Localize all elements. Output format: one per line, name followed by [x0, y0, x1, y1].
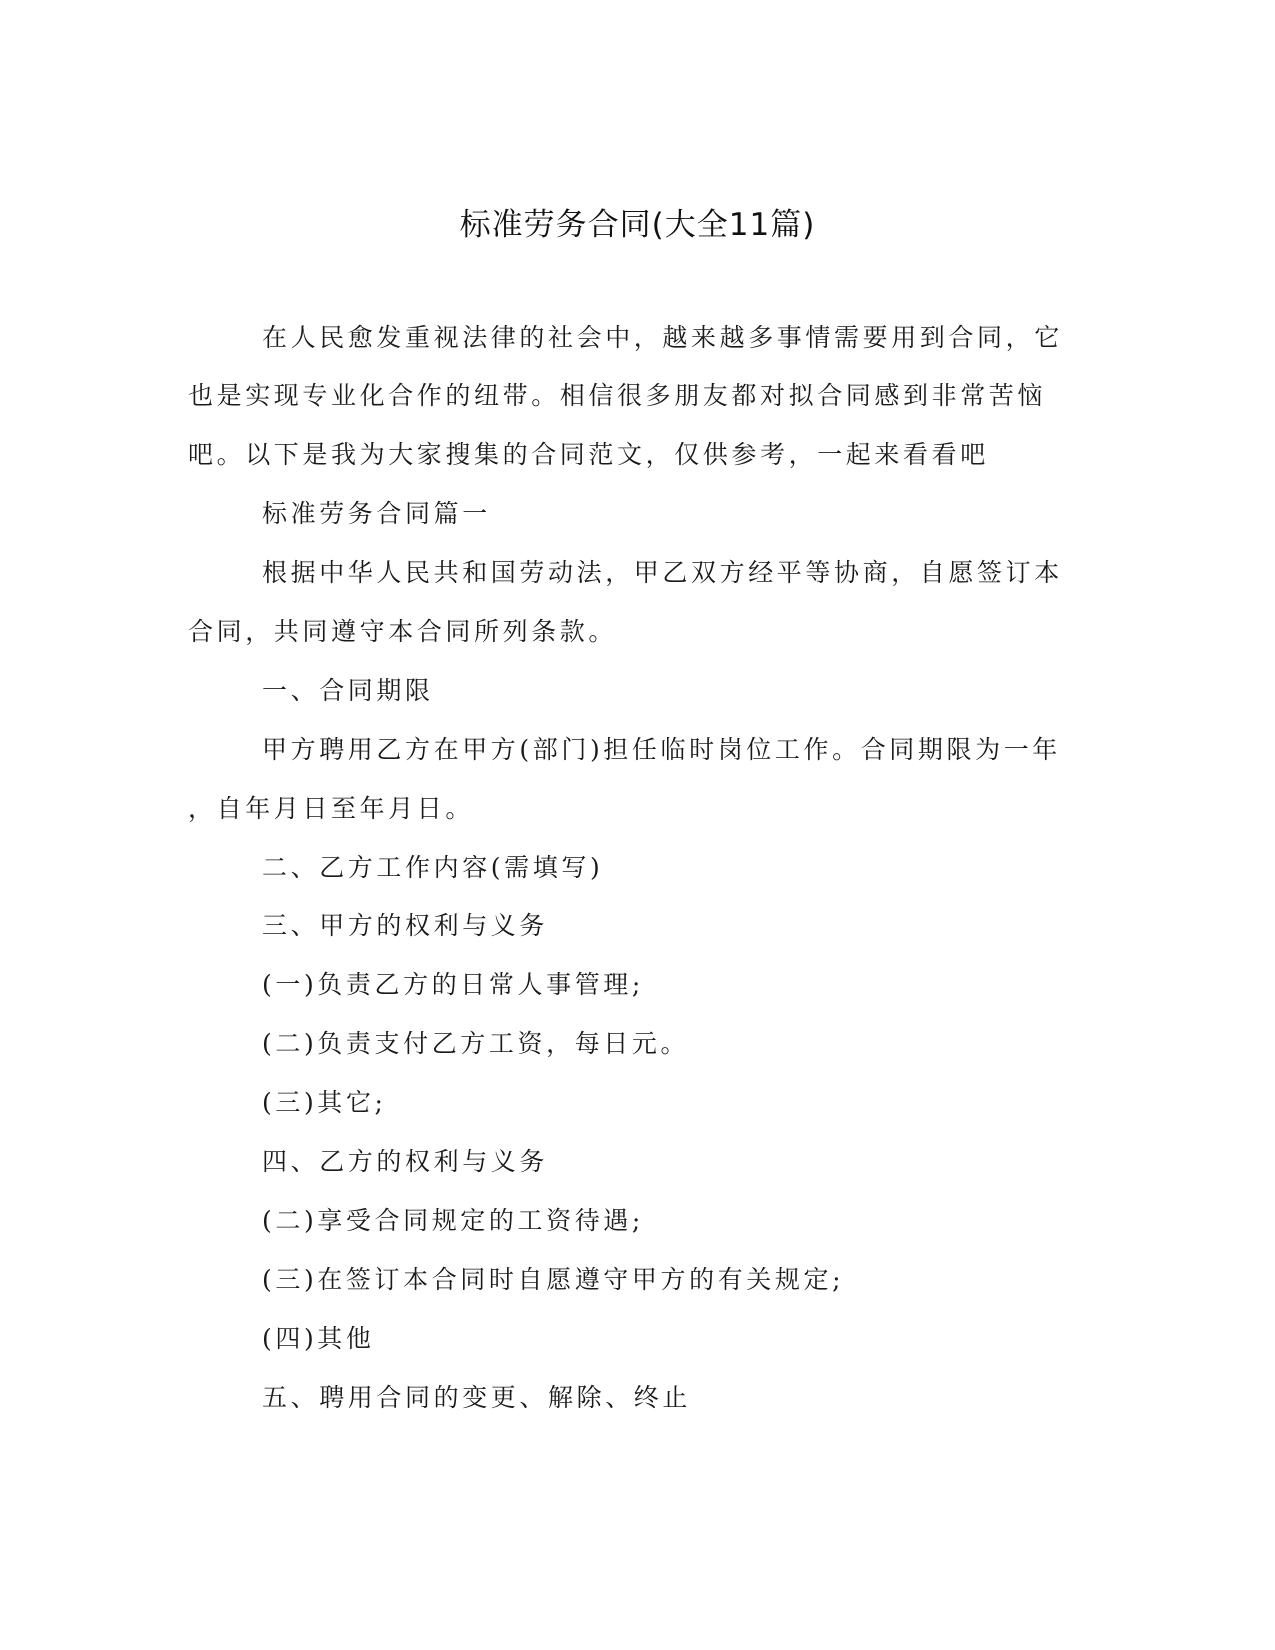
section-heading: 标准劳务合同篇一	[262, 499, 491, 528]
list-item: (一)负责乙方的日常人事管理;	[262, 970, 644, 999]
clause-heading: 二、乙方工作内容(需填写)	[262, 853, 604, 882]
intro-line-2: 也是实现专业化合作的纽带。相信很多朋友都对拟合同感到非常苦恼	[188, 381, 1047, 410]
intro-line-3: 吧。以下是我为大家搜集的合同范文，仅供参考，一起来看看吧	[188, 440, 989, 469]
list-item: (四)其他	[262, 1324, 375, 1353]
list-item: (三)在签订本合同时自愿遵守甲方的有关规定;	[262, 1265, 845, 1294]
paragraph-line: ，自年月日至年月日。	[188, 794, 475, 823]
paragraph-line: 甲方聘用乙方在甲方(部门)担任临时岗位工作。合同期限为一年	[262, 735, 1061, 764]
paragraph-line: 合同，共同遵守本合同所列条款。	[188, 617, 618, 646]
list-item: (二)享受合同规定的工资待遇;	[262, 1206, 644, 1235]
clause-heading: 三、甲方的权利与义务	[262, 911, 549, 940]
clause-heading: 五、聘用合同的变更、解除、终止	[262, 1383, 692, 1412]
clause-heading: 四、乙方的权利与义务	[262, 1147, 549, 1176]
paragraph-line: 根据中华人民共和国劳动法，甲乙双方经平等协商，自愿签订本	[262, 558, 1063, 587]
list-item: (二)负责支付乙方工资，每日元。	[262, 1029, 690, 1058]
document-title: 标准劳务合同(大全11篇)	[459, 207, 816, 243]
clause-heading: 一、合同期限	[262, 676, 434, 705]
list-item: (三)其它;	[262, 1088, 387, 1117]
intro-line-1: 在人民愈发重视法律的社会中，越来越多事情需要用到合同，它	[262, 323, 1063, 352]
